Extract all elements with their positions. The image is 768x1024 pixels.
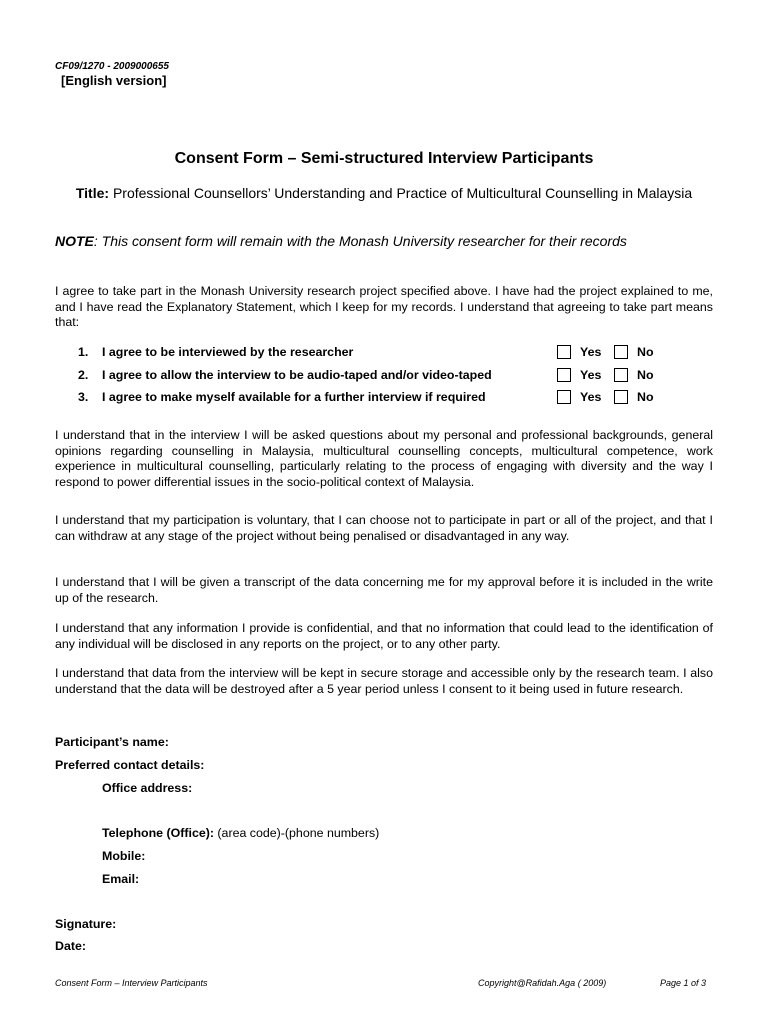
- consent-item-2: [78, 366, 492, 384]
- note-label: NOTE: [55, 233, 94, 249]
- footer-page-number: Page 1 of 3: [660, 978, 707, 988]
- project-title: [70, 184, 698, 202]
- item-text: I agree to be interviewed by the researcher: [102, 345, 354, 359]
- paragraph-data-storage: I understand that data from the interview will be kept in secure storage and accessible only by the research team. I also understand that the data will be destroyed after a 5 year period unless I consent to it being used in future research.: [55, 666, 713, 696]
- yes-label: Yes: [580, 368, 602, 382]
- participant-name-label: Participant’s name:: [55, 735, 169, 749]
- no-label: No: [637, 390, 654, 404]
- item-number: 3.: [78, 390, 89, 404]
- paragraph-confidential: I understand that any information I provide is confidential, and that no information that could lead to the identification of any individual will be disclosed in any reports on the project, or to any other party.: [55, 621, 713, 651]
- paragraph-voluntary: I understand that my participation is voluntary, that I can choose not to participate in part or all of the project, and that I can withdraw at any stage of the project without being penalised or disadvantaged in any way.: [55, 513, 713, 543]
- form-heading: Consent Form – Semi-structured Interview Participants: [174, 150, 594, 167]
- contact-details-label: Preferred contact details:: [55, 758, 205, 772]
- title-label: Title:: [75, 185, 110, 201]
- paragraph-transcript: I understand that I will be given a transcript of the data concerning me for my approval before it is included in the write up of the research.: [55, 575, 713, 605]
- footer-copyright: Copyright@Rafidah.Aga ( 2009): [478, 978, 607, 988]
- no-checkbox-1[interactable]: [614, 345, 628, 359]
- form-reference-code: CF09/1270 - 2009000655: [55, 61, 169, 72]
- no-checkbox-3[interactable]: [614, 390, 628, 404]
- office-address-label: Office address:: [102, 781, 193, 795]
- paragraph-interview-topics: I understand that in the interview I will be asked questions about my personal and professional backgrounds, general opinions regarding counselling in Malaysia, multicultural counselling concepts, multicultural competence, work experience in multicultural counselling, particularly relating to the process of engaging with diversity and the way I respond to power differential issues in the socio-political context of Malaysia.: [55, 428, 713, 489]
- yes-checkbox-3[interactable]: [557, 390, 571, 404]
- telephone-label: Telephone (Office):: [102, 826, 214, 840]
- no-checkbox-2[interactable]: [614, 368, 628, 382]
- no-label: No: [637, 345, 654, 359]
- no-label: No: [637, 368, 654, 382]
- mobile-label: Mobile:: [102, 849, 146, 863]
- yes-checkbox-2[interactable]: [557, 368, 571, 382]
- telephone-hint: (area code)-(phone numbers): [213, 826, 380, 840]
- yes-label: Yes: [580, 390, 602, 404]
- note-text: : This consent form will remain with the Monash University researcher for their records: [93, 233, 627, 249]
- yes-checkbox-1[interactable]: [557, 345, 571, 359]
- telephone-field: [102, 826, 379, 840]
- intro-paragraph: I agree to take part in the Monash University research project specified above. I have had the project explained to me, and I have read the Explanatory Statement, which I keep for my records. I understand that agreeing to take part means that:: [55, 284, 713, 329]
- yes-label: Yes: [580, 345, 602, 359]
- consent-item-3: [78, 388, 486, 406]
- consent-item-1: [78, 343, 353, 361]
- item-number: 2.: [78, 368, 89, 382]
- signature-label: Signature:: [55, 917, 117, 931]
- item-number: 1.: [78, 345, 89, 359]
- date-label: Date:: [55, 939, 86, 953]
- email-label: Email:: [102, 872, 140, 886]
- note-line: [55, 233, 627, 249]
- version-label: [English version]: [61, 73, 167, 88]
- footer-form-name: Consent Form – Interview Participants: [55, 978, 208, 988]
- title-text: Professional Counsellors’ Understanding and Practice of Multicultural Counselling in Malaysia: [112, 185, 693, 201]
- item-text: I agree to allow the interview to be audio-taped and/or video-taped: [102, 368, 492, 382]
- item-text: I agree to make myself available for a further interview if required: [102, 390, 486, 404]
